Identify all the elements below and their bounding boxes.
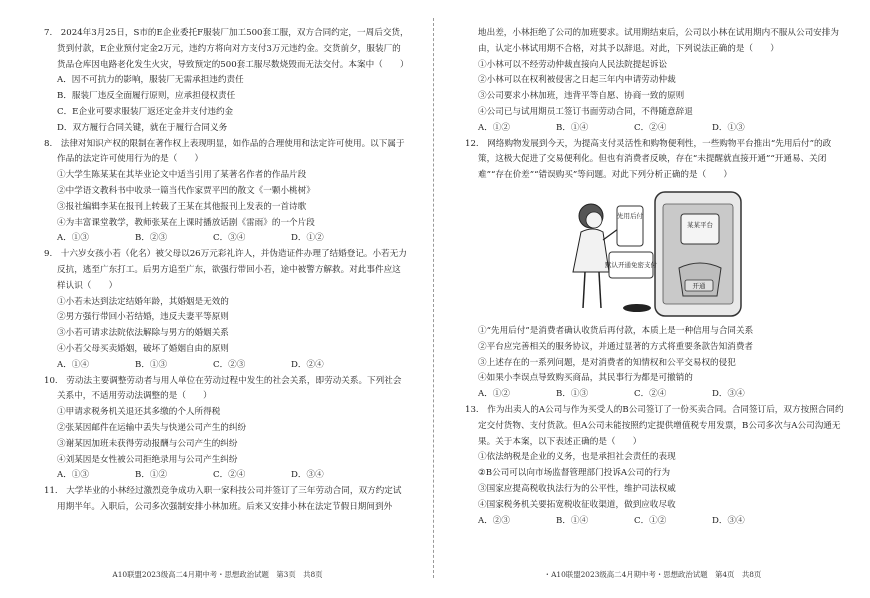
question-stem: 11. 大学毕业的小林经过激烈竞争成功入职一家科技公司并签订了三年劳动合同，双方约定试用期半年。入职后，公司多次强制安排小林加班。后来又安排小林在法定节假日期间到外 [44,486,402,512]
choice-b: B．①② [135,470,168,481]
statement: ③谢某因加班未获得劳动报酬与公司产生的纠纷 [57,438,238,449]
choice-c: C．①② [634,515,667,526]
statement: ②中学语文教科书中收录一篇当代作家贾平凹的散文《一颗小桃树》 [57,185,315,196]
statement: ④国家税务机关要拓宽税收征收渠道，做到应收尽收 [478,499,676,510]
option: B．服装厂违反全面履行原则，应承担侵权责任 [57,91,236,102]
page-footer: ・A10联盟2023级高二4月期中考・思想政治试题 第4页 共8页 [543,570,762,579]
question-11 [44,484,409,516]
choice-b: B．①③ [556,389,589,400]
hole-icon [623,304,651,312]
choice-d: D．③④ [712,515,745,526]
statement: ①小若未达到法定结婚年龄，其婚姻是无效的 [57,296,229,307]
statement: ①小林可以不经劳动仲裁直接向人民法院提起诉讼 [478,59,668,70]
question-stem: 8. 法律对知识产权的限制在著作权上表现明显，如作品的合理使用和法定许可使用。以下属于作品的法定许可使用行为的是（ ） [44,138,405,165]
question-stem-continued: 地出差，小林拒绝了公司的加班要求。试用期结束后，公司以小林在试用期内不服从公司安排为由，认定小林试用期不合格，对其予以辞退。对此，下列说法正确的是（ ） [478,28,839,54]
question-stem: 7. 2024年3月25日，S市的E企业委托F服装厂加工500套工服，双方合同约定，一周后交货，货到付款，E企业预付定金2万元，违约方将向对方支付3万元违约金。交货前夕，服装厂的货品仓库因电路老化发生火灾，导致预定的500套工服尽数烧毁而无法交付。本案中（ ） [44,28,409,70]
statement: ③上述存在的一系列问题，是对消费者的知情权和公平交易权的侵犯 [478,357,736,368]
statement: ②B公司可以向市场监督管理部门投诉A公司的行为 [478,468,671,479]
answer-choices [44,358,409,374]
choice-a: A．①③ [57,470,89,481]
question-stem: 13. 作为出卖人的A公司与作为买受人的B公司签订了一份买卖合同。合同签订后，双方按照合同约定交付货物、支付货款。但A公司未能按照约定提供增值税专用发票，B公司多次与A公司沟通无果。关于本案，以下表述正确的是（ ） [465,404,844,447]
phone-screen-label: 某某平台 [687,220,713,229]
choice-b: B．①③ [135,359,168,370]
statement: ①大学生陈某某在其毕业论文中适当引用了某著名作者的作品片段 [57,170,307,181]
question-8 [44,137,409,248]
question-13 [465,403,846,529]
choice-d: D．③④ [291,470,324,481]
exam-page-4 [435,0,870,598]
question-stem: 10. 劳动法主要调整劳动者与用人单位在劳动过程中发生的社会关系，即劳动关系。下列社会关系中，不适用劳动法调整的是（ ） [44,375,402,402]
phone-icon [655,192,741,316]
answer-choices [44,231,409,247]
choice-c: C．②③ [213,359,246,370]
statement: ②男方强行带回小若结婚，违反夫妻平等原则 [57,312,229,323]
choice-d: D．③④ [712,389,745,400]
statement: ②平台应完善相关的服务协议，并通过显著的方式将重要条款告知消费者 [478,341,754,352]
choice-a: A．①④ [57,359,89,370]
choice-c: C．③④ [213,233,246,244]
question-11-continued [465,26,846,137]
statement: ③国家应提高税收执法行为的公平性，维护司法权威 [478,483,676,494]
payment-sign [605,206,658,278]
statement: ②张某因邮件在运输中丢失与快递公司产生的纠纷 [57,422,247,433]
option: A．因不可抗力的影响，服装厂无需承担违约责任 [57,75,244,86]
option: C．E企业可要求服装厂返还定金并支付违约金 [57,106,234,117]
choice-a: A．②③ [478,515,510,526]
answer-choices [44,468,409,484]
question-7 [44,26,409,137]
choice-d: D．②④ [291,359,324,370]
choice-a: A．①② [478,122,510,133]
sign-label-2: 默认开通免密支付 [605,260,657,269]
choice-a: A．①② [478,389,510,400]
statement: ④小若父母买卖婚姻，破坏了婚姻自由的原则 [57,343,229,354]
question-stem: 9. 十六岁女孩小若（化名）被父母以26万元彩礼许人，并伪造证件办理了结婚登记。小若无力反抗，逃至广东打工。后男方追至广东，欲强行带回小若，途中被警方解救。对此事件应这样认识（ ） [44,249,407,291]
choice-d: D．①③ [712,122,745,133]
choice-c: C．②④ [634,389,667,400]
cartoon-svg [557,188,807,320]
statement: ④刘某因是女性被公司拒绝录用与公司产生纠纷 [57,454,238,465]
answer-choices [465,121,846,137]
statement: ①“先用后付”是消费者确认收货后再付款，本质上是一种信用与合同关系 [478,325,754,336]
question-9 [44,247,409,373]
page-footer: A10联盟2023级高二4月期中考・思想政治试题 第3页 共8页 [112,570,323,579]
choice-b: B．②③ [135,233,168,244]
choice-d: D．①② [291,233,324,244]
choice-b: B．①④ [556,515,589,526]
question-stem: 12. 网络购物发展到今天，为提高支付灵活性和购物便利性，一些购物平台推出“先用后付”的政策，这极大促进了交易便利化。但也有消费者反映，存在“未提醒就直接开通”“开通易、关闭难”“存在价差”“错误购买”等问题。对此下列分析正确的是（ ） [465,138,832,181]
statement: ④公司已与试用期员工签订书面劳动合同，不得随意辞退 [478,106,693,117]
statement: ②小林可以在权利被侵害之日起三年内申请劳动仲裁 [478,75,676,86]
statement: ①依法纳税是企业的义务，也是承担社会责任的表现 [478,452,676,463]
choice-a: A．①③ [57,233,89,244]
statement: ③小若可请求法院依法解除与男方的婚姻关系 [57,328,229,339]
statement: ③报社编辑李某在报刊上转载了王某在其他报刊上发表的一首诗歌 [57,201,307,212]
answer-choices [465,387,846,403]
choice-c: C．②④ [213,470,246,481]
bag-label: 开通 [692,281,706,290]
choice-c: C．②④ [634,122,667,133]
statement: ④为丰富课堂教学，教师张某在上课时播放话剧《雷雨》的一个片段 [57,217,315,228]
cartoon-illustration [557,188,807,320]
choice-b: B．①④ [556,122,589,133]
option: D．双方履行合同关键，就在于履行合同义务 [57,122,228,133]
question-10 [44,374,409,485]
answer-choices [465,514,846,530]
statement: ④如果小李误点导致购买商品，其民事行为都是可撤销的 [478,373,693,384]
question-12 [465,137,846,403]
sign-label: 先用后付 [617,211,643,220]
statement: ③公司要求小林加班，违背平等自愿、协商一致的原则 [478,91,685,102]
statement: ①甲请求税务机关退还其多缴的个人所得税 [57,407,221,418]
